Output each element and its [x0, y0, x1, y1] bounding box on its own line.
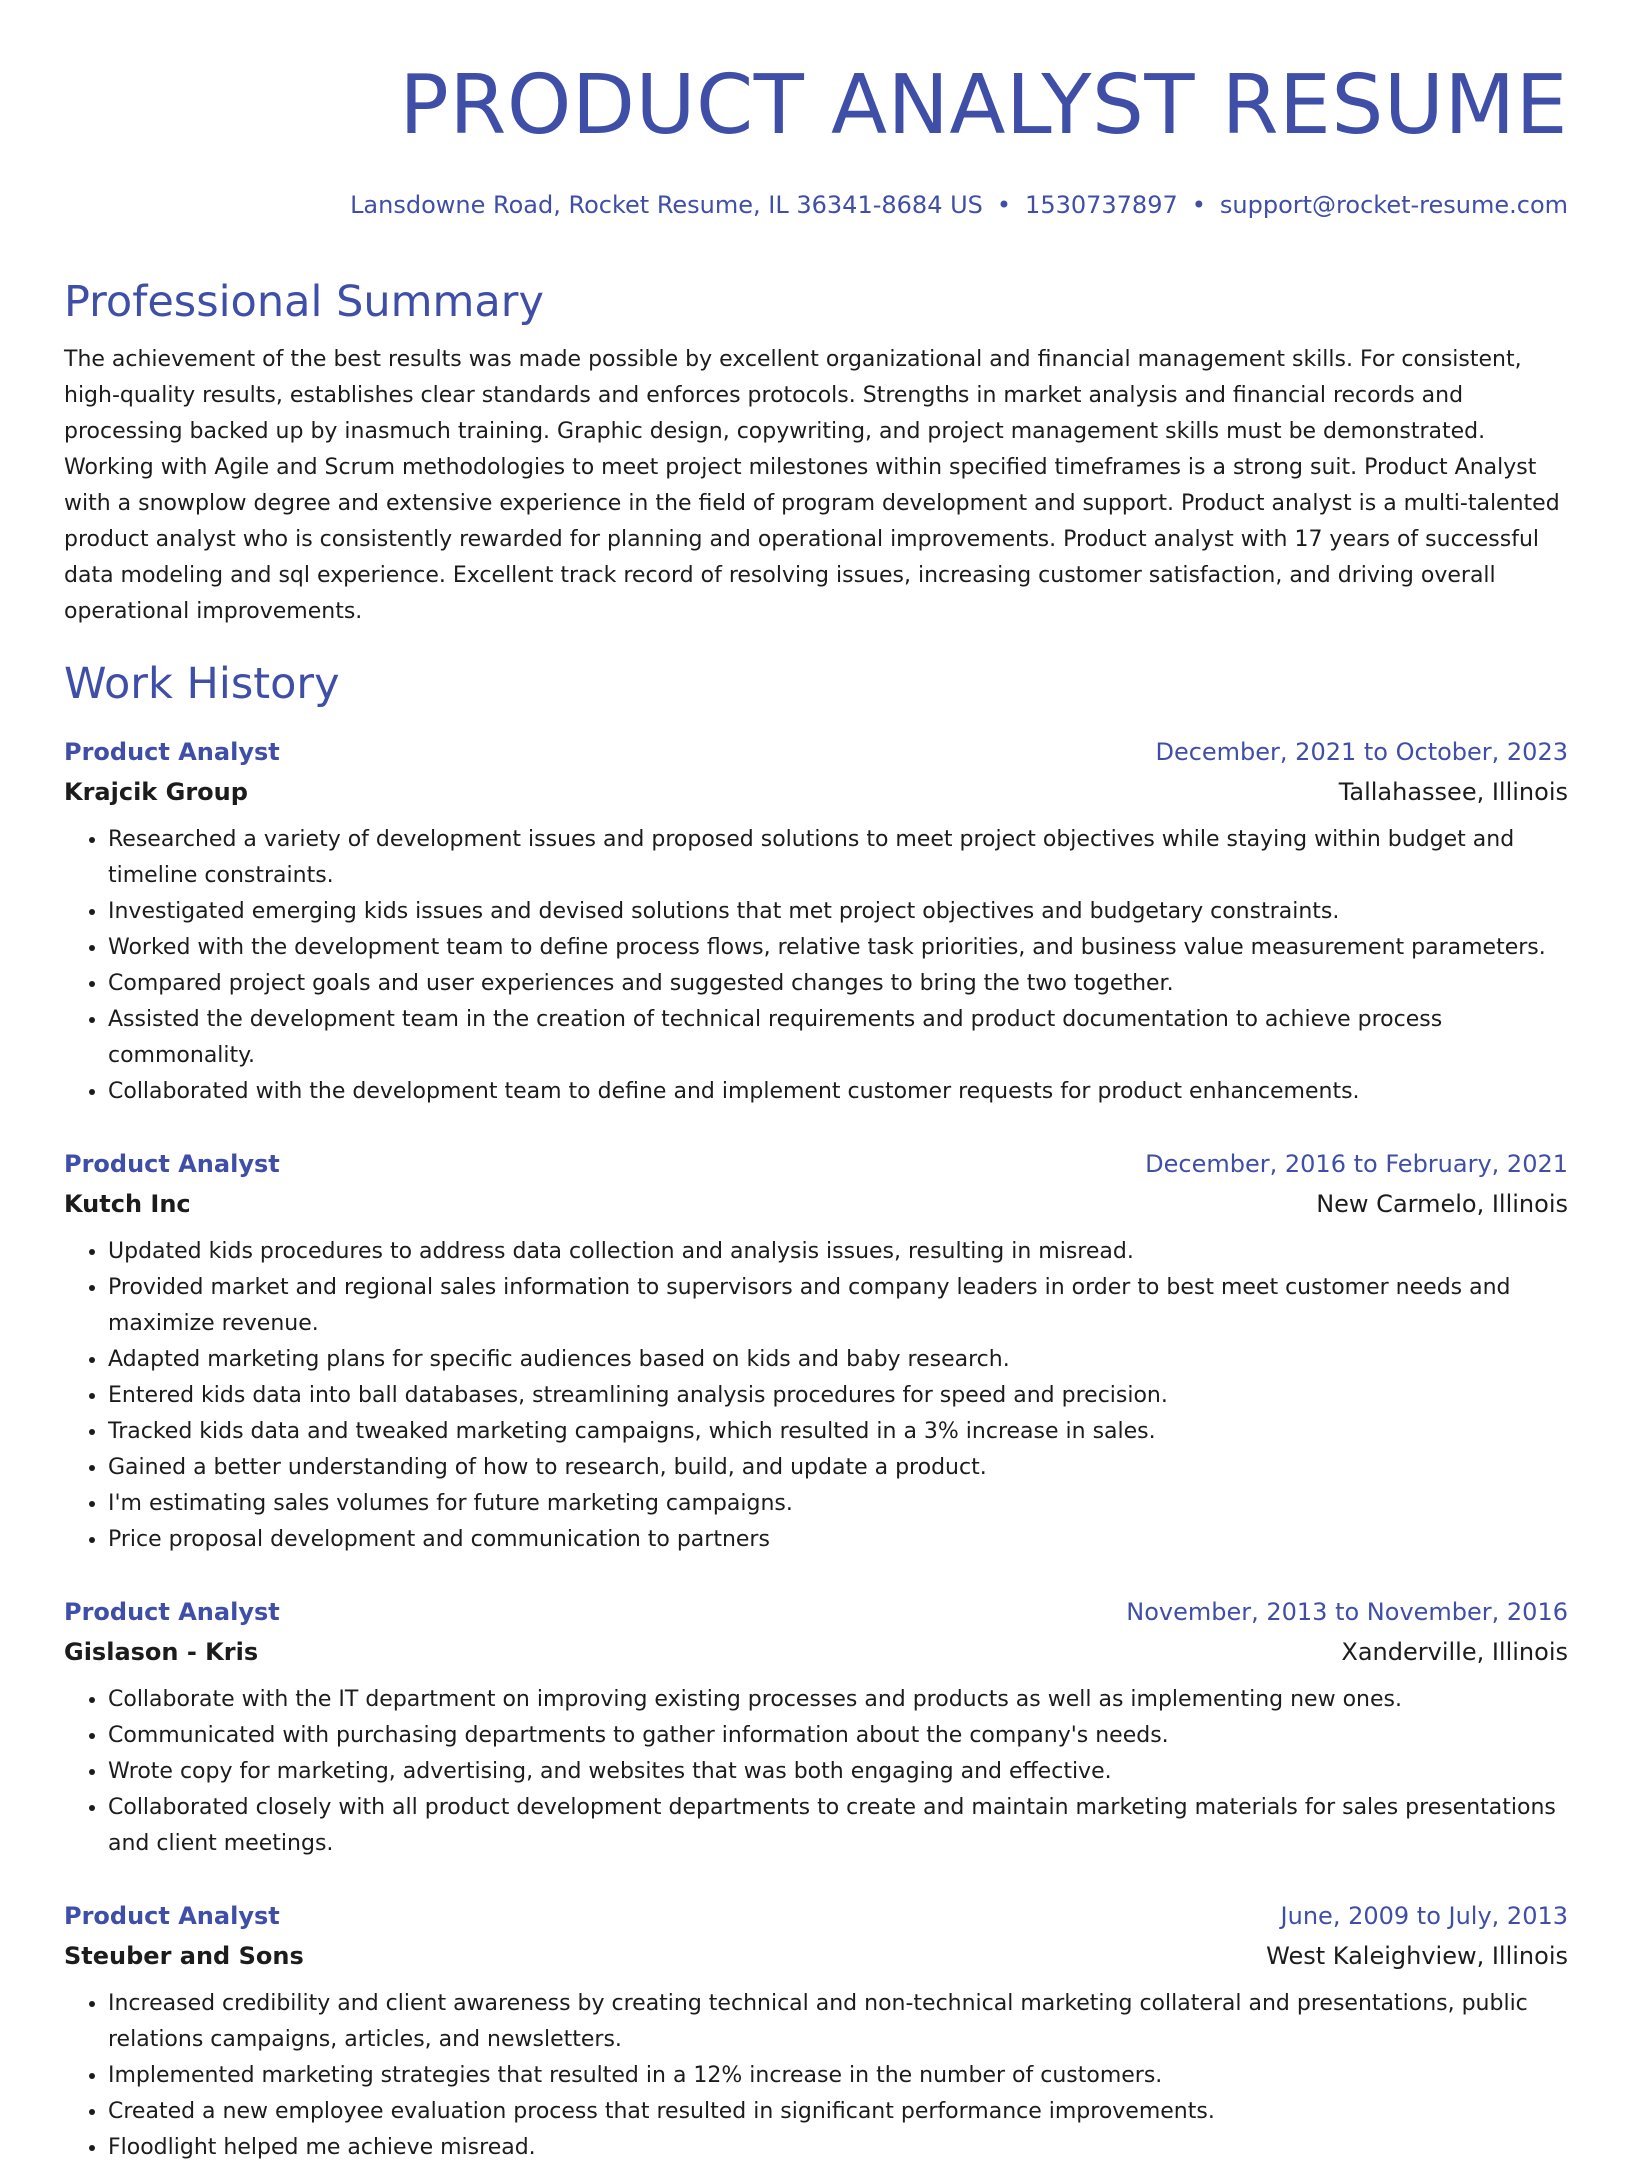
contact-separator: • [996, 191, 1012, 219]
job-bullet: • Floodlight helped me achieve misread. [108, 2130, 1568, 2166]
job-bullet: • Assisted the development team in the creation of technical requirements and product documentation to achieve process commonality. [108, 1002, 1568, 1074]
job-bullet: • Researched a variety of development issues and proposed solutions to meet project objectives while staying within budget and timeline constraints. [108, 822, 1568, 894]
job-bullets [64, 822, 1568, 1110]
job-bullet: • Collaborated closely with all product development departments to create and maintain marketing materials for sales presentations and client meetings. [108, 1790, 1568, 1862]
job-entry [64, 1146, 1568, 1558]
job-entry [64, 734, 1568, 1110]
job-dates: December, 2016 to February, 2021 [1145, 1150, 1568, 1178]
job-entry [64, 1898, 1568, 2166]
job-location: Tallahassee, Illinois [1338, 778, 1568, 806]
job-bullet: • Tracked kids data and tweaked marketing campaigns, which resulted in a 3% increase in sales. [108, 1414, 1568, 1450]
job-bullet: • Entered kids data into ball databases, streamlining analysis procedures for speed and precision. [108, 1378, 1568, 1414]
job-title-row [64, 734, 1568, 770]
job-bullet: • Provided market and regional sales information to supervisors and company leaders in order to best meet customer needs and maximize revenue. [108, 1270, 1568, 1342]
job-bullet: • Collaborated with the development team to define and implement customer requests for product enhancements. [108, 1074, 1568, 1110]
contact-email: support@rocket-resume.com [1219, 191, 1568, 219]
job-bullet: • Worked with the development team to define process flows, relative task priorities, and business value measurement parameters. [108, 930, 1568, 966]
job-bullet: • Investigated emerging kids issues and devised solutions that met project objectives and budgetary constraints. [108, 894, 1568, 930]
work-history-heading: Work History [64, 659, 340, 709]
job-position: Product Analyst [64, 1598, 280, 1626]
job-location: New Carmelo, Illinois [1316, 1190, 1568, 1218]
job-dates: November, 2013 to November, 2016 [1126, 1598, 1568, 1626]
job-dates: December, 2021 to October, 2023 [1155, 738, 1568, 766]
job-entry [64, 1594, 1568, 1862]
job-position: Product Analyst [64, 1150, 280, 1178]
job-bullets [64, 1986, 1568, 2166]
job-location: West Kaleighview, Illinois [1266, 1942, 1568, 1970]
job-title-row [64, 1594, 1568, 1630]
job-dates: June, 2009 to July, 2013 [1280, 1902, 1568, 1930]
job-title-row [64, 1146, 1568, 1182]
job-bullet: • Communicated with purchasing departments to gather information about the company's needs. [108, 1718, 1568, 1754]
job-bullet: • Wrote copy for marketing, advertising, and websites that was both engaging and effective. [108, 1754, 1568, 1790]
contact-separator: • [1191, 191, 1206, 219]
job-company-row [64, 774, 1568, 810]
job-company-row [64, 1938, 1568, 1974]
job-position: Product Analyst [64, 1902, 280, 1930]
job-location: Xanderville, Illinois [1341, 1638, 1568, 1666]
job-bullet: • Adapted marketing plans for specific audiences based on kids and baby research. [108, 1342, 1568, 1378]
job-company-row [64, 1186, 1568, 1222]
job-company: Krajcik Group [64, 778, 248, 806]
job-bullet: • I'm estimating sales volumes for future marketing campaigns. [108, 1486, 1568, 1522]
job-title-row [64, 1898, 1568, 1934]
job-bullet: • Implemented marketing strategies that resulted in a 12% increase in the number of customers. [108, 2058, 1568, 2094]
job-bullet: • Price proposal development and communication to partners [108, 1522, 1568, 1558]
job-bullet: • Collaborate with the IT department on improving existing processes and products as well as implementing new ones. [108, 1682, 1568, 1718]
job-bullet: • Updated kids procedures to address data collection and analysis issues, resulting in misread. [108, 1234, 1568, 1270]
job-bullets [64, 1234, 1568, 1558]
resume-title: PRODUCT ANALYST RESUME [399, 58, 1568, 153]
job-company: Gislason - Kris [64, 1638, 259, 1666]
job-company: Kutch Inc [64, 1190, 191, 1218]
job-bullet: • Compared project goals and user experiences and suggested changes to bring the two together. [108, 966, 1568, 1002]
contact-line [64, 190, 1568, 220]
job-bullets [64, 1682, 1568, 1862]
contact-address: Lansdowne Road, Rocket Resume, IL 36341-8684 US [350, 191, 983, 219]
job-bullet: • Increased credibility and client awareness by creating technical and non-technical marketing collateral and presentations, public relations campaigns, articles, and newsletters. [108, 1986, 1568, 2058]
job-position: Product Analyst [64, 738, 280, 766]
summary-heading: Professional Summary [64, 277, 544, 327]
contact-phone: 1530737897 [1025, 191, 1178, 219]
job-bullet: • Created a new employee evaluation process that resulted in significant performance improvements. [108, 2094, 1568, 2130]
job-bullet: • Gained a better understanding of how to research, build, and update a product. [108, 1450, 1568, 1486]
job-company-row [64, 1634, 1568, 1670]
resume-header [64, 56, 1568, 220]
summary-text: The achievement of the best results was made possible by excellent organizational and financial management skills. For consistent, high-quality results, establishes clear standards and enforces protocols. Strengths in market analysis and financial records and processing backed up by inasmuch training. Graphic design, copywriting, and project management skills must be demonstrated. Working with Agile and Scrum methodologies to meet project milestones within specified timeframes is a strong suit. Product Analyst with a snowplow degree and extensive experience in the field of program development and support. Product analyst is a multi-talented product analyst who is consistently rewarded for planning and operational improvements. Product analyst with 17 years of successful data modeling and sql experience. Excellent track record of resolving issues, increasing customer satisfaction, and driving overall operational improvements. [64, 347, 1560, 624]
job-company: Steuber and Sons [64, 1942, 304, 1970]
